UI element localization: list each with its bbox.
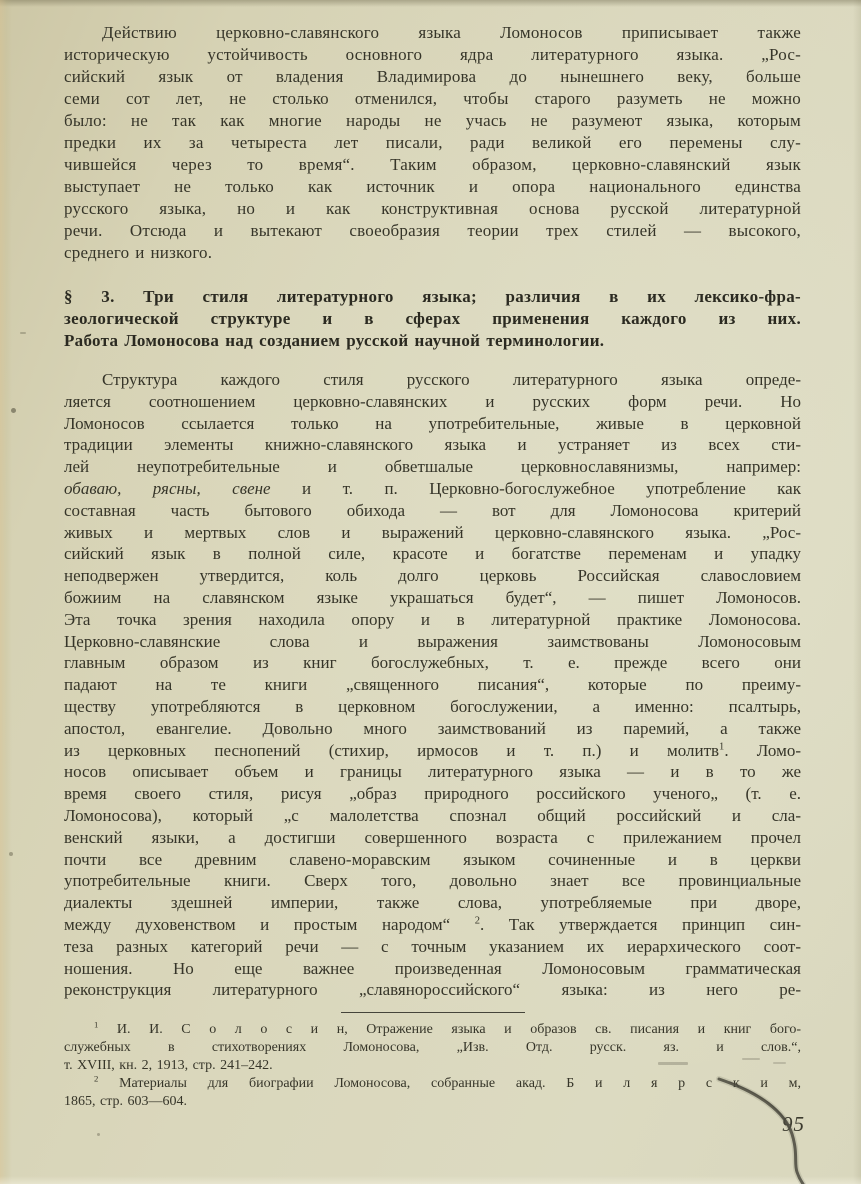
text-line: составная часть бытового обихода — вот для Ломоносова критерий — [64, 500, 801, 520]
scan-speck — [20, 332, 26, 334]
text-line: чившейся через то время“. Таким образом, церковно-славянский язык — [64, 155, 801, 174]
opening-paragraph — [64, 22, 801, 264]
scan-speck — [97, 1133, 100, 1136]
text-line: венский языки, а достигши совершенного возраста с прилежанием прочел — [64, 827, 801, 847]
text-line: было: не так как многие народы не учась не разумеют языка, которым — [64, 111, 801, 130]
text-line: зеологической структуре и в сферах применения каждого из них. — [64, 309, 801, 328]
scan-edge-bottom — [0, 1176, 861, 1184]
page-number: 95 — [782, 1112, 805, 1136]
text-line: диалекты здешней империи, также слова, употребляемые при дворе, — [64, 893, 801, 913]
footnote-1 — [64, 1021, 801, 1075]
footnotes — [64, 1021, 801, 1111]
text-line: служебных в стихотворениях Ломоносова, „Изв. Отд. русск. яз. и слов.“, — [64, 1040, 801, 1056]
text-line: обаваю, рясны, свене и т. п. Церковно-богослужебное употребление как — [64, 478, 801, 498]
text-line: почти все древним славено-моравским языком сочиненные и в церкви — [64, 849, 801, 869]
text-line: 1865, стр. 603—604. — [64, 1094, 188, 1110]
scan-edge-right — [853, 0, 861, 1184]
text-line: среднего и низкого. — [64, 243, 213, 262]
scan-speck — [9, 852, 13, 856]
text-line: Действию церковно-славянского языка Ломоносов приписывает также — [102, 23, 801, 42]
text-line: Церковно-славянские слова и выражения заимствованы Ломоносовым — [64, 631, 801, 651]
footnote-2 — [64, 1075, 801, 1111]
text-line: ношения. Но еще важнее произведенная Ломоносовым грамматическая — [64, 958, 801, 978]
text-line: речи. Отсюда и вытекают своеобразия теории трех стилей — высокого, — [64, 221, 801, 240]
text-line: теза разных категорий речи — с точным указанием их иерархического соот- — [64, 936, 801, 956]
text-column — [64, 22, 801, 1111]
text-line: традиции элементы книжно-славянского языка и устраняет из всех сти- — [64, 435, 801, 455]
text-line: лей неупотребительные и обветшалые церковнославянизмы, например: — [64, 457, 801, 477]
text-line: Ломоносова), который „с малолетства спознал общий российский и сла- — [64, 805, 801, 825]
text-line: время своего стиля, рисуя „образ природного российского ученого„ (т. е. — [64, 784, 801, 804]
text-line: неподвержен утвердится, коль долго церковь Российская славословием — [64, 566, 801, 586]
text-line: божиим на славянском языке украшаться будет“, — пишет Ломоносов. — [64, 587, 801, 607]
text-line: т. XVIII, кн. 2, 1913, стр. 241–242. — [64, 1058, 273, 1074]
text-line: главным образом из книг богослужебных, т. е. прежде всего они — [64, 653, 801, 673]
text-line: Работа Ломоносова над созданием русской научной терминологии. — [64, 331, 605, 350]
text-line: Структура каждого стиля русского литературного языка опреде- — [102, 370, 801, 389]
text-line: ществу употребляются в церковном богослужении, а именно: псалтырь, — [64, 696, 801, 716]
section-heading — [64, 286, 801, 352]
text-line: носов описывает объем и границы литературного языка — и в то же — [64, 762, 801, 782]
text-line: апостол, евангелие. Довольно много заимствований из паремий, а также — [64, 718, 801, 738]
text-line: выступает не только как источник и опора национального единства — [64, 177, 801, 196]
text-line: Ломоносов ссылается только на употребительные, живые в церковной — [64, 413, 801, 433]
scan-speck — [11, 408, 16, 413]
text-line: § 3. Три стиля литературного языка; различия в их лексико-фра- — [64, 287, 801, 306]
text-line: употребительные книги. Сверх того, довольно знает все провинциальные — [64, 871, 801, 891]
text-line: ляется соотношением церковно-славянских и русских форм речи. Но — [64, 391, 801, 411]
text-line: сийский язык от владения Владимирова до нынешнего веку, больше — [64, 67, 801, 86]
text-line: историческую устойчивость основного ядра литературного языка. „Рос- — [64, 45, 801, 64]
text-line: $^2$ Материалы для биографии Ломоносова, собранные акад. Б и л я р с к и м, — [94, 1073, 801, 1092]
scan-edge-top — [0, 0, 861, 7]
text-line: семи сот лет, не столько отменился, чтобы старого разуметь не можно — [64, 89, 801, 108]
text-line: Эта точка зрения находила опору и в литературной практике Ломоносова. — [64, 609, 801, 629]
text-line: предки их за четыреста лет писали, ради великой его перемены слу- — [64, 133, 801, 152]
text-line: реконструкция литературного „славянороссийского“ языка: из него ре- — [64, 980, 801, 1000]
text-line: $^1$ И. И. С о л о с и н, Отражение языка и образов св. писания и книг бого- — [94, 1019, 801, 1038]
text-line: между духовенством и простым народом“ $^2$. Так утверждается принцип син- — [64, 914, 801, 934]
body-paragraph — [64, 369, 801, 1001]
text-line: из церковных песнопений (стихир, ирмосов и т. п.) и молитв$^1$. Ломо- — [64, 740, 802, 760]
text-line: живых и мертвых слов и выражений церковно-славянского языка. „Рос- — [64, 522, 801, 542]
scan-edge-left — [0, 0, 12, 1184]
footnote-separator — [341, 1012, 525, 1013]
text-line: русского языка, но и как конструктивная основа русской литературной — [64, 199, 801, 218]
text-line: сийский язык в полной силе, красоте и богатстве переменам и упадку — [64, 544, 801, 564]
text-line: падают на те книги „священного писания“, которые по преиму- — [64, 675, 801, 695]
